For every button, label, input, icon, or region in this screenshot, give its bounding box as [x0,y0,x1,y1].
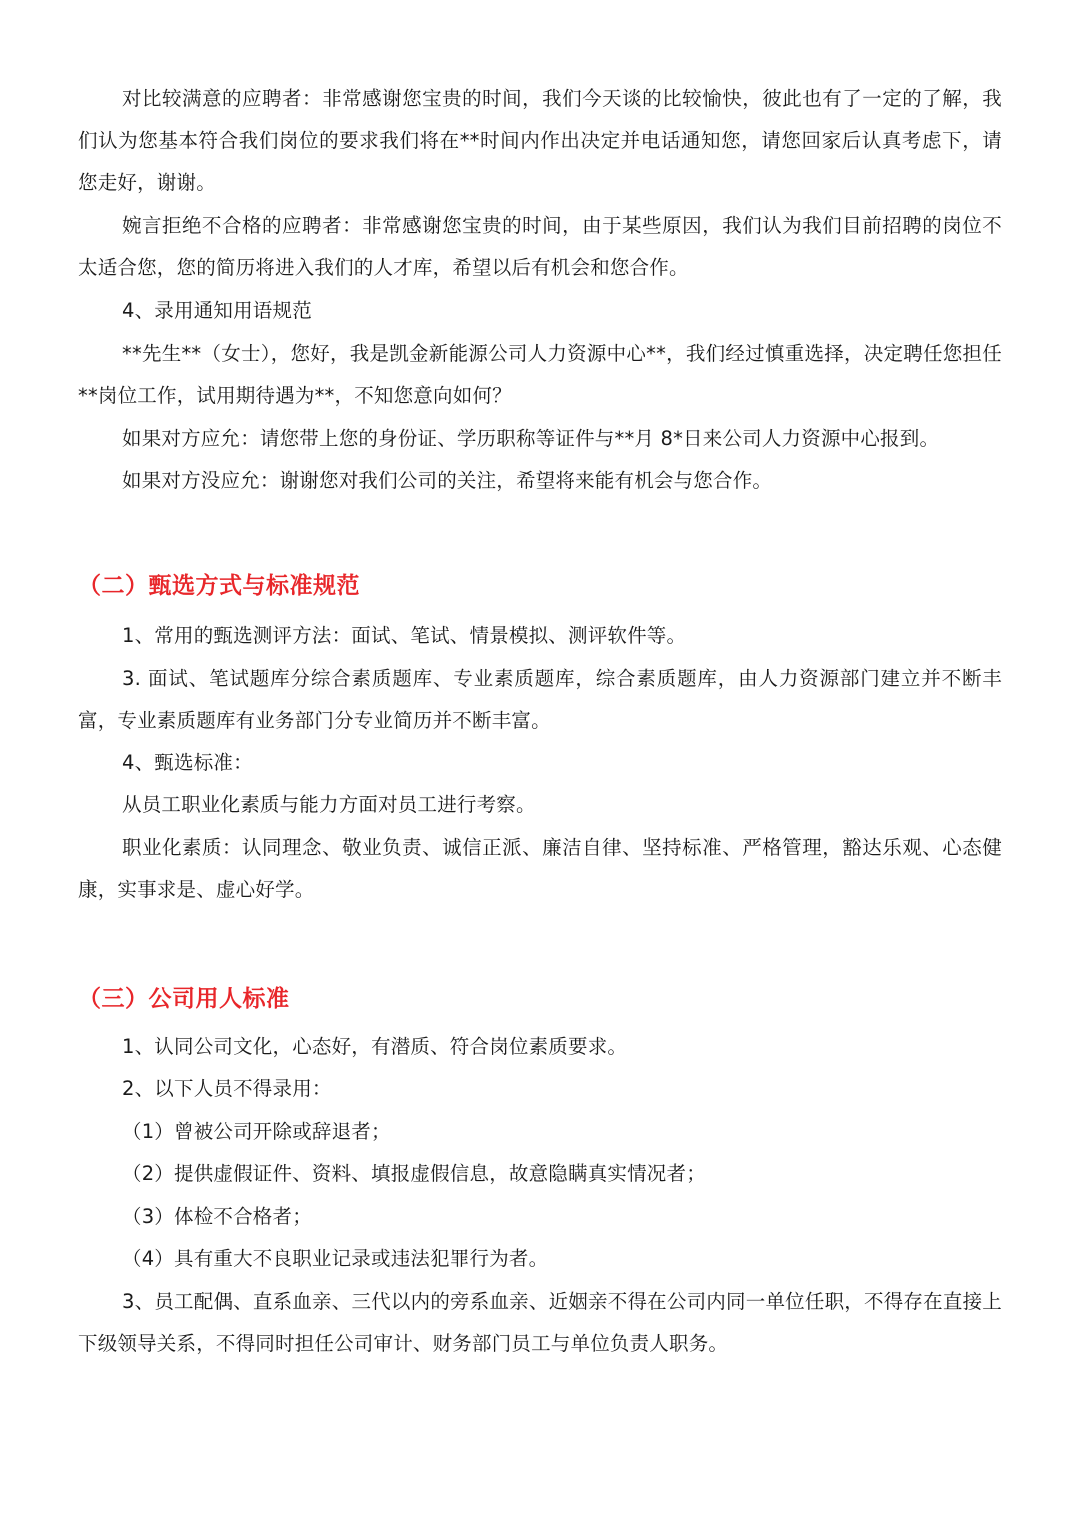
paragraph-professional-quality: 职业化素质：认同理念、敬业负责、诚信正派、廉洁自律、坚持标准、严格管理，豁达乐观、心态健康，实事求是、虚心好学。 [78,836,1002,901]
list-item-dismissed: （1）曾被公司开除或辞退者； [122,1120,391,1143]
paragraph-selection-methods: 1、常用的甄选测评方法：面试、笔试、情景模拟、测评软件等。 [122,624,687,647]
section-heading-selection: （二）甄选方式与标准规范 [78,573,360,599]
list-item-false-info: （2）提供虚假证件、资料、填报虚假信息，故意隐瞒真实情况者； [122,1162,706,1185]
paragraph-selection-standard-title: 4、甄选标准： [122,751,253,774]
paragraph-relatives-rule: 3、员工配偶、直系血亲、三代以内的旁系血亲、近姻亲不得在公司内同一单位任职，不得存在直接上下级领导关系，不得同时担任公司审计、财务部门员工与单位负责人职务。 [78,1290,1002,1355]
paragraph-reject-applicant: 婉言拒绝不合格的应聘者：非常感谢您宝贵的时间，由于某些原因，我们认为我们目前招聘的岗位不太适合您，您的简历将进入我们的人才库，希望以后有机会和您合作。 [78,214,1002,279]
paragraph-selection-standard-intro: 从员工职业化素质与能力方面对员工进行考察。 [122,793,536,816]
paragraph-hiring-standard-2: 2、以下人员不得录用： [122,1077,332,1100]
paragraph-satisfied-applicant: 对比较满意的应聘者：非常感谢您宝贵的时间，我们今天谈的比较愉快，彼此也有了一定的了解，我们认为您基本符合我们岗位的要求我们将在**时间内作出决定并电话通知您，请您回家后认真考虑下，请您走好，谢谢。 [78,87,1002,194]
paragraph-if-declined: 如果对方没应允：谢谢您对我们公司的关注，希望将来能有机会与您合作。 [122,469,773,492]
paragraph-hiring-standard-1: 1、认同公司文化，心态好，有潜质、符合岗位素质要求。 [122,1035,628,1058]
paragraph-if-accepted: 如果对方应允：请您带上您的身份证、学历职称等证件与**月 8*日来公司人力资源中心报到。 [122,427,940,450]
list-item-bad-record: （4）具有重大不良职业记录或违法犯罪行为者。 [122,1247,549,1270]
list-item-health-check: （3）体检不合格者； [122,1205,312,1228]
section-heading-hiring-standard: （三）公司用人标准 [78,986,290,1012]
paragraph-offer-notice-script: **先生**（女士），您好，我是凯金新能源公司人力资源中心**，我们经过慎重选择，决定聘任您担任**岗位工作，试用期待遇为**，不知您意向如何？ [78,342,1002,407]
paragraph-offer-notice-title: 4、录用通知用语规范 [122,299,312,322]
paragraph-question-bank: 3. 面试、笔试题库分综合素质题库、专业素质题库，综合素质题库，由人力资源部门建立并不断丰富，专业素质题库有业务部门分专业简历并不断丰富。 [78,667,1002,732]
